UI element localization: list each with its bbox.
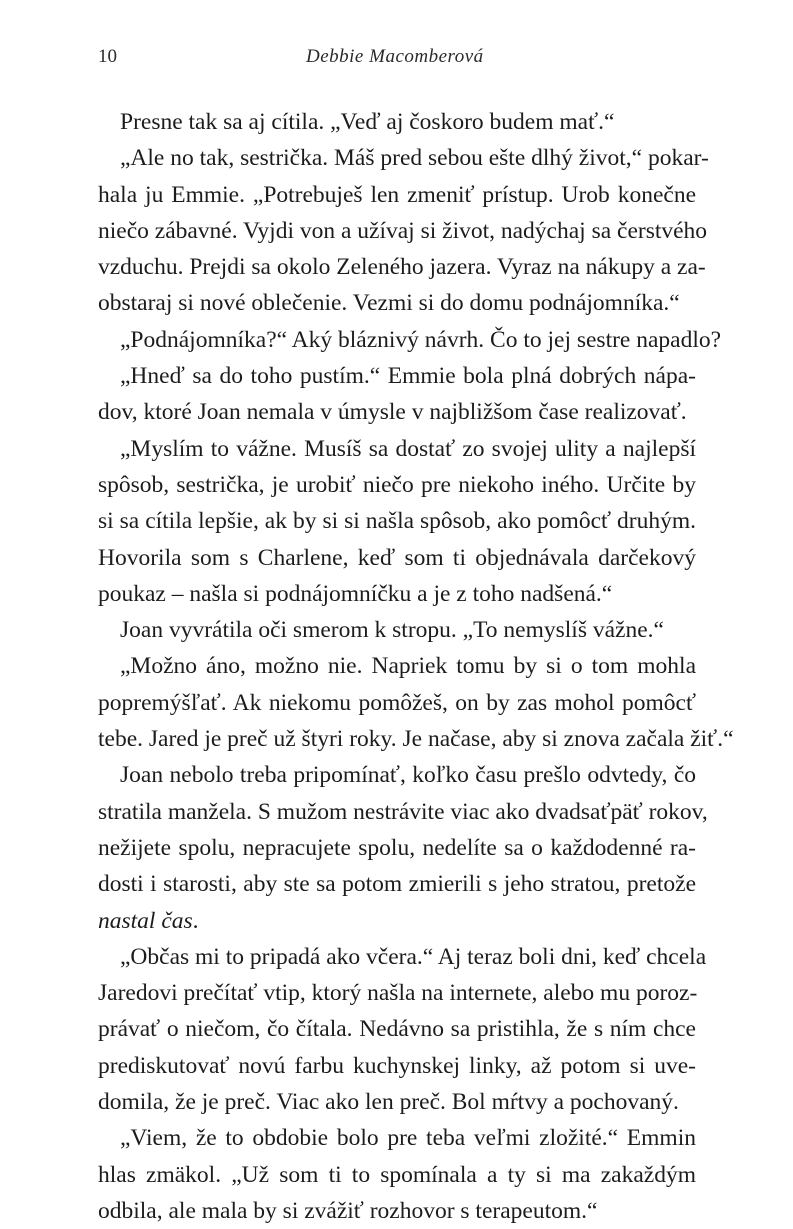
paragraph	[98, 322, 722, 358]
text-line: obstaraj si nové oblečenie. Vezmi si do domu podnájomníka.“	[98, 290, 680, 317]
text-line: Jaredovi prečítať vtip, ktorý našla na internete, alebo mu poroz-	[98, 980, 698, 1007]
text-line: „Občas mi to pripadá ako včera.“ Aj teraz boli dni, keď chcela	[120, 943, 707, 970]
text-line: Presne tak sa aj cítila. „Veď aj čoskoro budem mať.“	[120, 109, 615, 135]
text-line: Joan nebolo treba pripomínať, koľko času prešlo odvtedy, čo	[120, 762, 696, 789]
paragraph	[98, 612, 696, 648]
text-line: „Možno áno, možno nie. Napriek tomu by si o tom mohla	[120, 653, 696, 680]
text-line: domila, že je preč. Viac ako len preč. Bol mŕtvy a pochovaný.	[98, 1089, 679, 1116]
text-line: Joan vyvrátila oči smerom k stropu. „To nemyslíš vážne.“	[120, 617, 664, 644]
page-header	[98, 46, 698, 72]
text-line: spôsob, sestrička, je urobiť niečo pre niekoho iného. Určite by	[98, 471, 696, 498]
text-line: popremýšľať. Ak niekomu pomôžeš, on by zas mohol pomôcť	[98, 689, 696, 716]
text-line: hala ju Emmie. „Potrebuješ len zmeniť prístup. Urob konečne	[98, 181, 696, 208]
text-line: „Hneď sa do toho pustím.“ Emmie bola plná dobrých nápa-	[120, 363, 696, 390]
paragraph	[98, 140, 709, 321]
text-line: prediskutovať novú farbu kuchynskej linky, až potom si uve-	[98, 1052, 696, 1079]
text-line: odbila, ale mala by si zvážiť rozhovor s terapeutom.“	[98, 1197, 598, 1224]
text-line: dosti i starosti, aby ste sa potom zmierili s jeho stratou, pretože	[98, 871, 696, 898]
paragraph	[98, 648, 734, 757]
text-line: stratila manžela. S mužom nestrávite viac ako dvadsaťpäť rokov,	[98, 798, 708, 825]
text-line: si sa cítila lepšie, ak by si si našla spôsob, ako pomôcť druhým.	[98, 508, 696, 535]
italic-phrase-suffix: .	[192, 907, 199, 934]
running-head-author: Debbie Macomberová	[306, 46, 484, 67]
text-line: vzduchu. Prejdi sa okolo Zeleného jazera. Vyraz na nákupy a za-	[98, 254, 706, 281]
text-line: „Viem, že to obdobie bolo pre teba veľmi zložité.“ Emmin	[120, 1125, 696, 1152]
italic-phrase: nastal čas	[98, 907, 193, 934]
paragraph	[98, 939, 707, 1120]
paragraph	[98, 358, 696, 431]
text-line: niečo zábavné. Vyjdi von a užívaj si život, nadýchaj sa čerstvého	[98, 217, 708, 244]
text-line: tebe. Jared je preč už štyri roky. Je načase, aby si znova začala žiť.“	[98, 726, 734, 753]
paragraph	[98, 1120, 696, 1229]
text-line: poukaz – našla si podnájomníčku a je z toho nadšená.“	[98, 580, 613, 607]
page-number: 10	[98, 46, 117, 67]
paragraph	[98, 757, 708, 938]
text-line: „Myslím to vážne. Musíš sa dostať zo svojej ulity a najlepší	[120, 435, 696, 462]
text-line: hlas zmäkol. „Už som ti to spomínala a ty si ma zakaždým	[98, 1161, 696, 1188]
text-line: Hovorila som s Charlene, keď som ti objednávala darčekový	[98, 544, 696, 571]
text-line: „Podnájomníka?“ Aký bláznivý návrh. Čo to jej sestre napadlo?	[120, 326, 722, 353]
body-text	[98, 104, 734, 1229]
text-line	[98, 903, 696, 939]
text-line: dov, ktoré Joan nemala v úmysle v najbližšom čase realizovať.	[98, 399, 687, 426]
text-line: „Ale no tak, sestrička. Máš pred sebou ešte dlhý život,“ pokar-	[120, 145, 709, 172]
paragraph	[98, 431, 696, 612]
paragraph	[98, 104, 696, 140]
text-line: nežijete spolu, nepracujete spolu, nedelíte sa o každodenné ra-	[98, 834, 696, 861]
text-line: právať o niečom, čo čítala. Nedávno sa pristihla, že s ním chce	[98, 1016, 696, 1043]
